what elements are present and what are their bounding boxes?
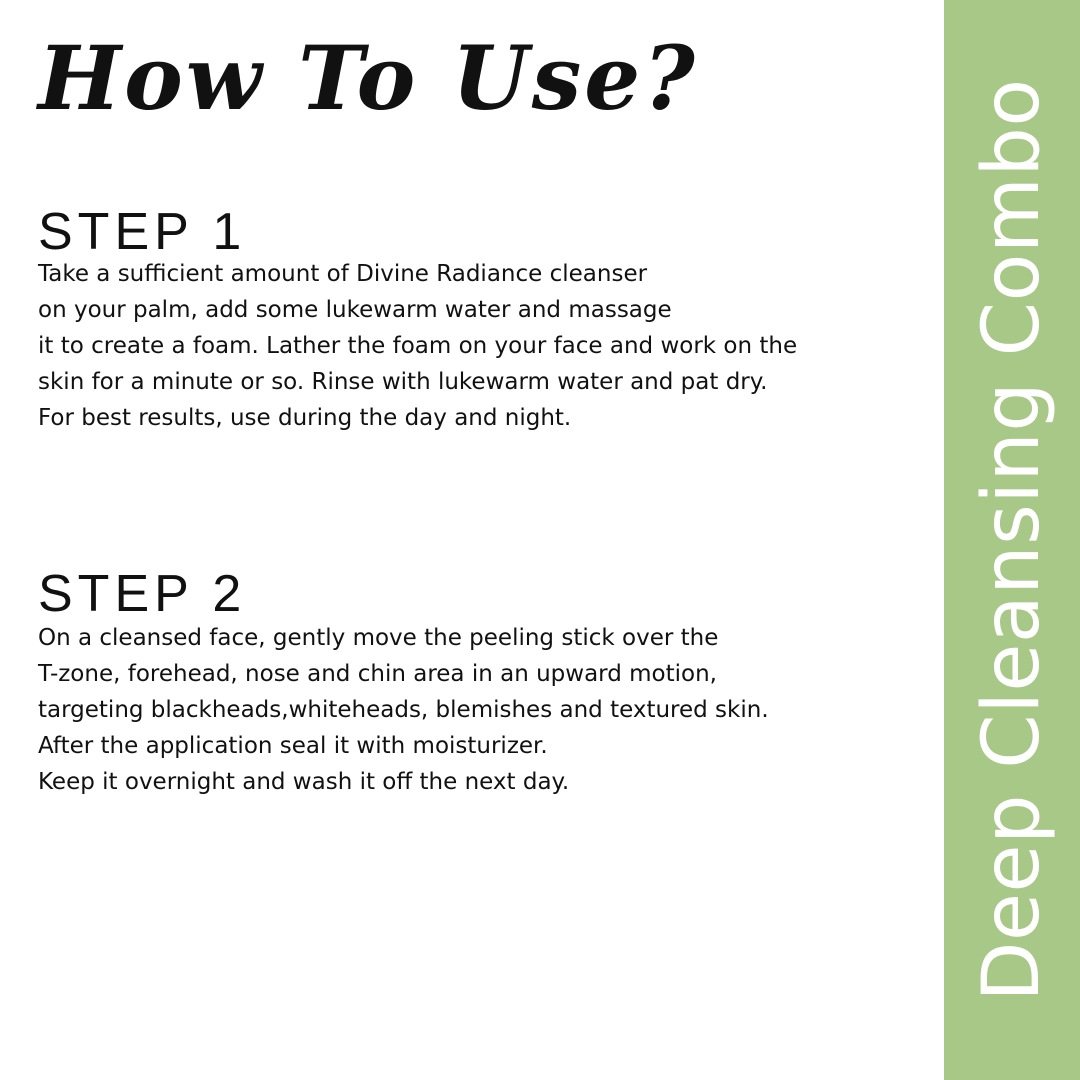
step-2-line: After the application seal it with moisturizer.: [38, 733, 548, 759]
page-title: How To Use?: [38, 26, 698, 130]
step-2-line: Keep it overnight and wash it off the next day.: [38, 769, 570, 795]
step-2-heading: STEP 2: [38, 565, 247, 623]
step-2-line: On a cleansed face, gently move the peeling stick over the: [38, 625, 719, 651]
product-name-vertical: Deep Cleansing Combo: [967, 78, 1057, 1002]
step-2-line: targeting blackheads,whiteheads, blemishes and textured skin.: [38, 697, 769, 723]
step-1-line: skin for a minute or so. Rinse with lukewarm water and pat dry.: [38, 369, 768, 395]
step-1-instructions: [38, 256, 918, 436]
step-1-line: it to create a foam. Lather the foam on your face and work on the: [38, 333, 798, 359]
step-1-line: Take a sufficient amount of Divine Radiance cleanser: [38, 261, 648, 287]
step-1-line: For best results, use during the day and night.: [38, 405, 572, 431]
step-2-instructions: [38, 620, 918, 800]
step-1-heading: STEP 1: [38, 203, 247, 261]
step-2-line: T-zone, forehead, nose and chin area in an upward motion,: [38, 661, 717, 687]
step-1-line: on your palm, add some lukewarm water and massage: [38, 297, 672, 323]
